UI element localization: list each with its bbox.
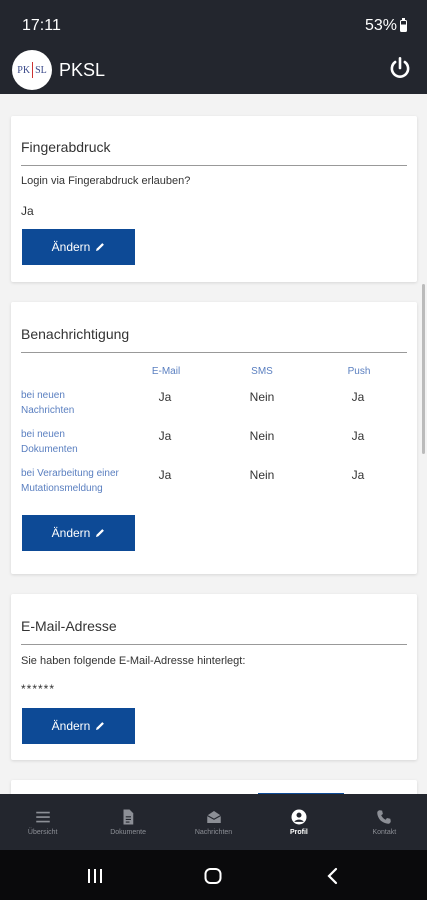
app-logo xyxy=(12,50,52,90)
email-description: Sie haben folgende E-Mail-Adresse hinterlegt: xyxy=(21,655,246,667)
fingerprint-value: Ja xyxy=(21,204,34,218)
fingerprint-question: Login via Fingerabdruck erlauben? xyxy=(21,175,191,187)
cell-documents-push: Ja xyxy=(351,429,365,443)
nav-item-profile[interactable] xyxy=(256,794,341,850)
email-title: E-Mail-Adresse xyxy=(21,618,117,634)
cell-messages-push: Ja xyxy=(351,390,365,404)
nav-label-documents: Dokumente xyxy=(110,829,146,836)
row-label-messages: bei neuen Nachrichten xyxy=(21,390,75,416)
email-edit-label: Ändern xyxy=(51,719,91,733)
column-header-push: Push xyxy=(347,366,371,377)
cell-messages-email: Ja xyxy=(158,390,172,404)
next-card xyxy=(11,780,417,794)
back-icon[interactable] xyxy=(323,866,343,886)
app-header xyxy=(0,50,427,94)
phone-icon xyxy=(375,808,393,826)
notification-card xyxy=(11,302,417,574)
logo-separator xyxy=(32,62,33,78)
fingerprint-edit-button[interactable] xyxy=(22,229,135,265)
logo-text-left: PK xyxy=(17,64,31,76)
scrollbar-thumb[interactable] xyxy=(422,284,425,454)
document-icon xyxy=(119,808,137,826)
notification-divider xyxy=(21,352,407,353)
cell-documents-sms: Nein xyxy=(249,429,275,443)
profile-icon xyxy=(290,808,308,826)
bottom-nav xyxy=(0,794,427,850)
email-edit-button[interactable] xyxy=(22,708,135,744)
home-icon[interactable] xyxy=(203,866,223,886)
nav-item-overview[interactable] xyxy=(0,794,85,850)
app-title: PKSL xyxy=(59,60,106,80)
email-value: ****** xyxy=(21,682,56,696)
column-header-sms: SMS xyxy=(251,366,273,377)
nav-label-messages: Nachrichten xyxy=(194,829,233,836)
nav-item-contact[interactable] xyxy=(342,794,427,850)
system-nav-bar xyxy=(0,850,427,900)
content-area[interactable] xyxy=(0,94,427,794)
status-time: 17:11 xyxy=(22,17,61,34)
menu-icon xyxy=(34,808,52,826)
nav-item-documents[interactable] xyxy=(85,794,170,850)
nav-label-overview: Übersicht xyxy=(27,829,58,836)
power-icon[interactable] xyxy=(387,55,413,81)
column-header-email: E-Mail xyxy=(151,366,181,377)
fingerprint-card xyxy=(11,116,417,282)
notification-edit-button[interactable] xyxy=(22,515,135,551)
battery-percent: 53% xyxy=(364,17,397,34)
pencil-icon xyxy=(95,721,105,731)
email-divider xyxy=(21,644,407,645)
recent-apps-icon[interactable] xyxy=(85,866,105,886)
cell-mutation-sms: Nein xyxy=(249,468,275,482)
nav-item-messages[interactable] xyxy=(171,794,256,850)
row-label-documents: bei neuen Dokumenten xyxy=(21,429,78,455)
pencil-icon xyxy=(95,528,105,538)
logo-text-right: SL xyxy=(35,64,47,76)
email-card xyxy=(11,594,417,760)
status-bar xyxy=(0,0,427,50)
cell-messages-sms: Nein xyxy=(249,390,275,404)
notification-edit-label: Ändern xyxy=(51,526,91,540)
cell-documents-email: Ja xyxy=(158,429,172,443)
battery-icon xyxy=(400,20,407,32)
fingerprint-title: Fingerabdruck xyxy=(21,139,111,155)
status-battery xyxy=(365,17,407,35)
fingerprint-edit-label: Ändern xyxy=(51,240,91,254)
nav-label-contact: Kontakt xyxy=(372,829,397,836)
cell-mutation-push: Ja xyxy=(351,468,365,482)
fingerprint-divider xyxy=(21,165,407,166)
nav-label-profile: Profil xyxy=(289,829,308,836)
pencil-icon xyxy=(95,242,105,252)
row-label-mutation: bei Verarbeitung einer Mutationsmeldung xyxy=(21,468,119,494)
cell-mutation-email: Ja xyxy=(158,468,172,482)
envelope-icon xyxy=(205,808,223,826)
notification-title: Benachrichtigung xyxy=(21,326,130,342)
